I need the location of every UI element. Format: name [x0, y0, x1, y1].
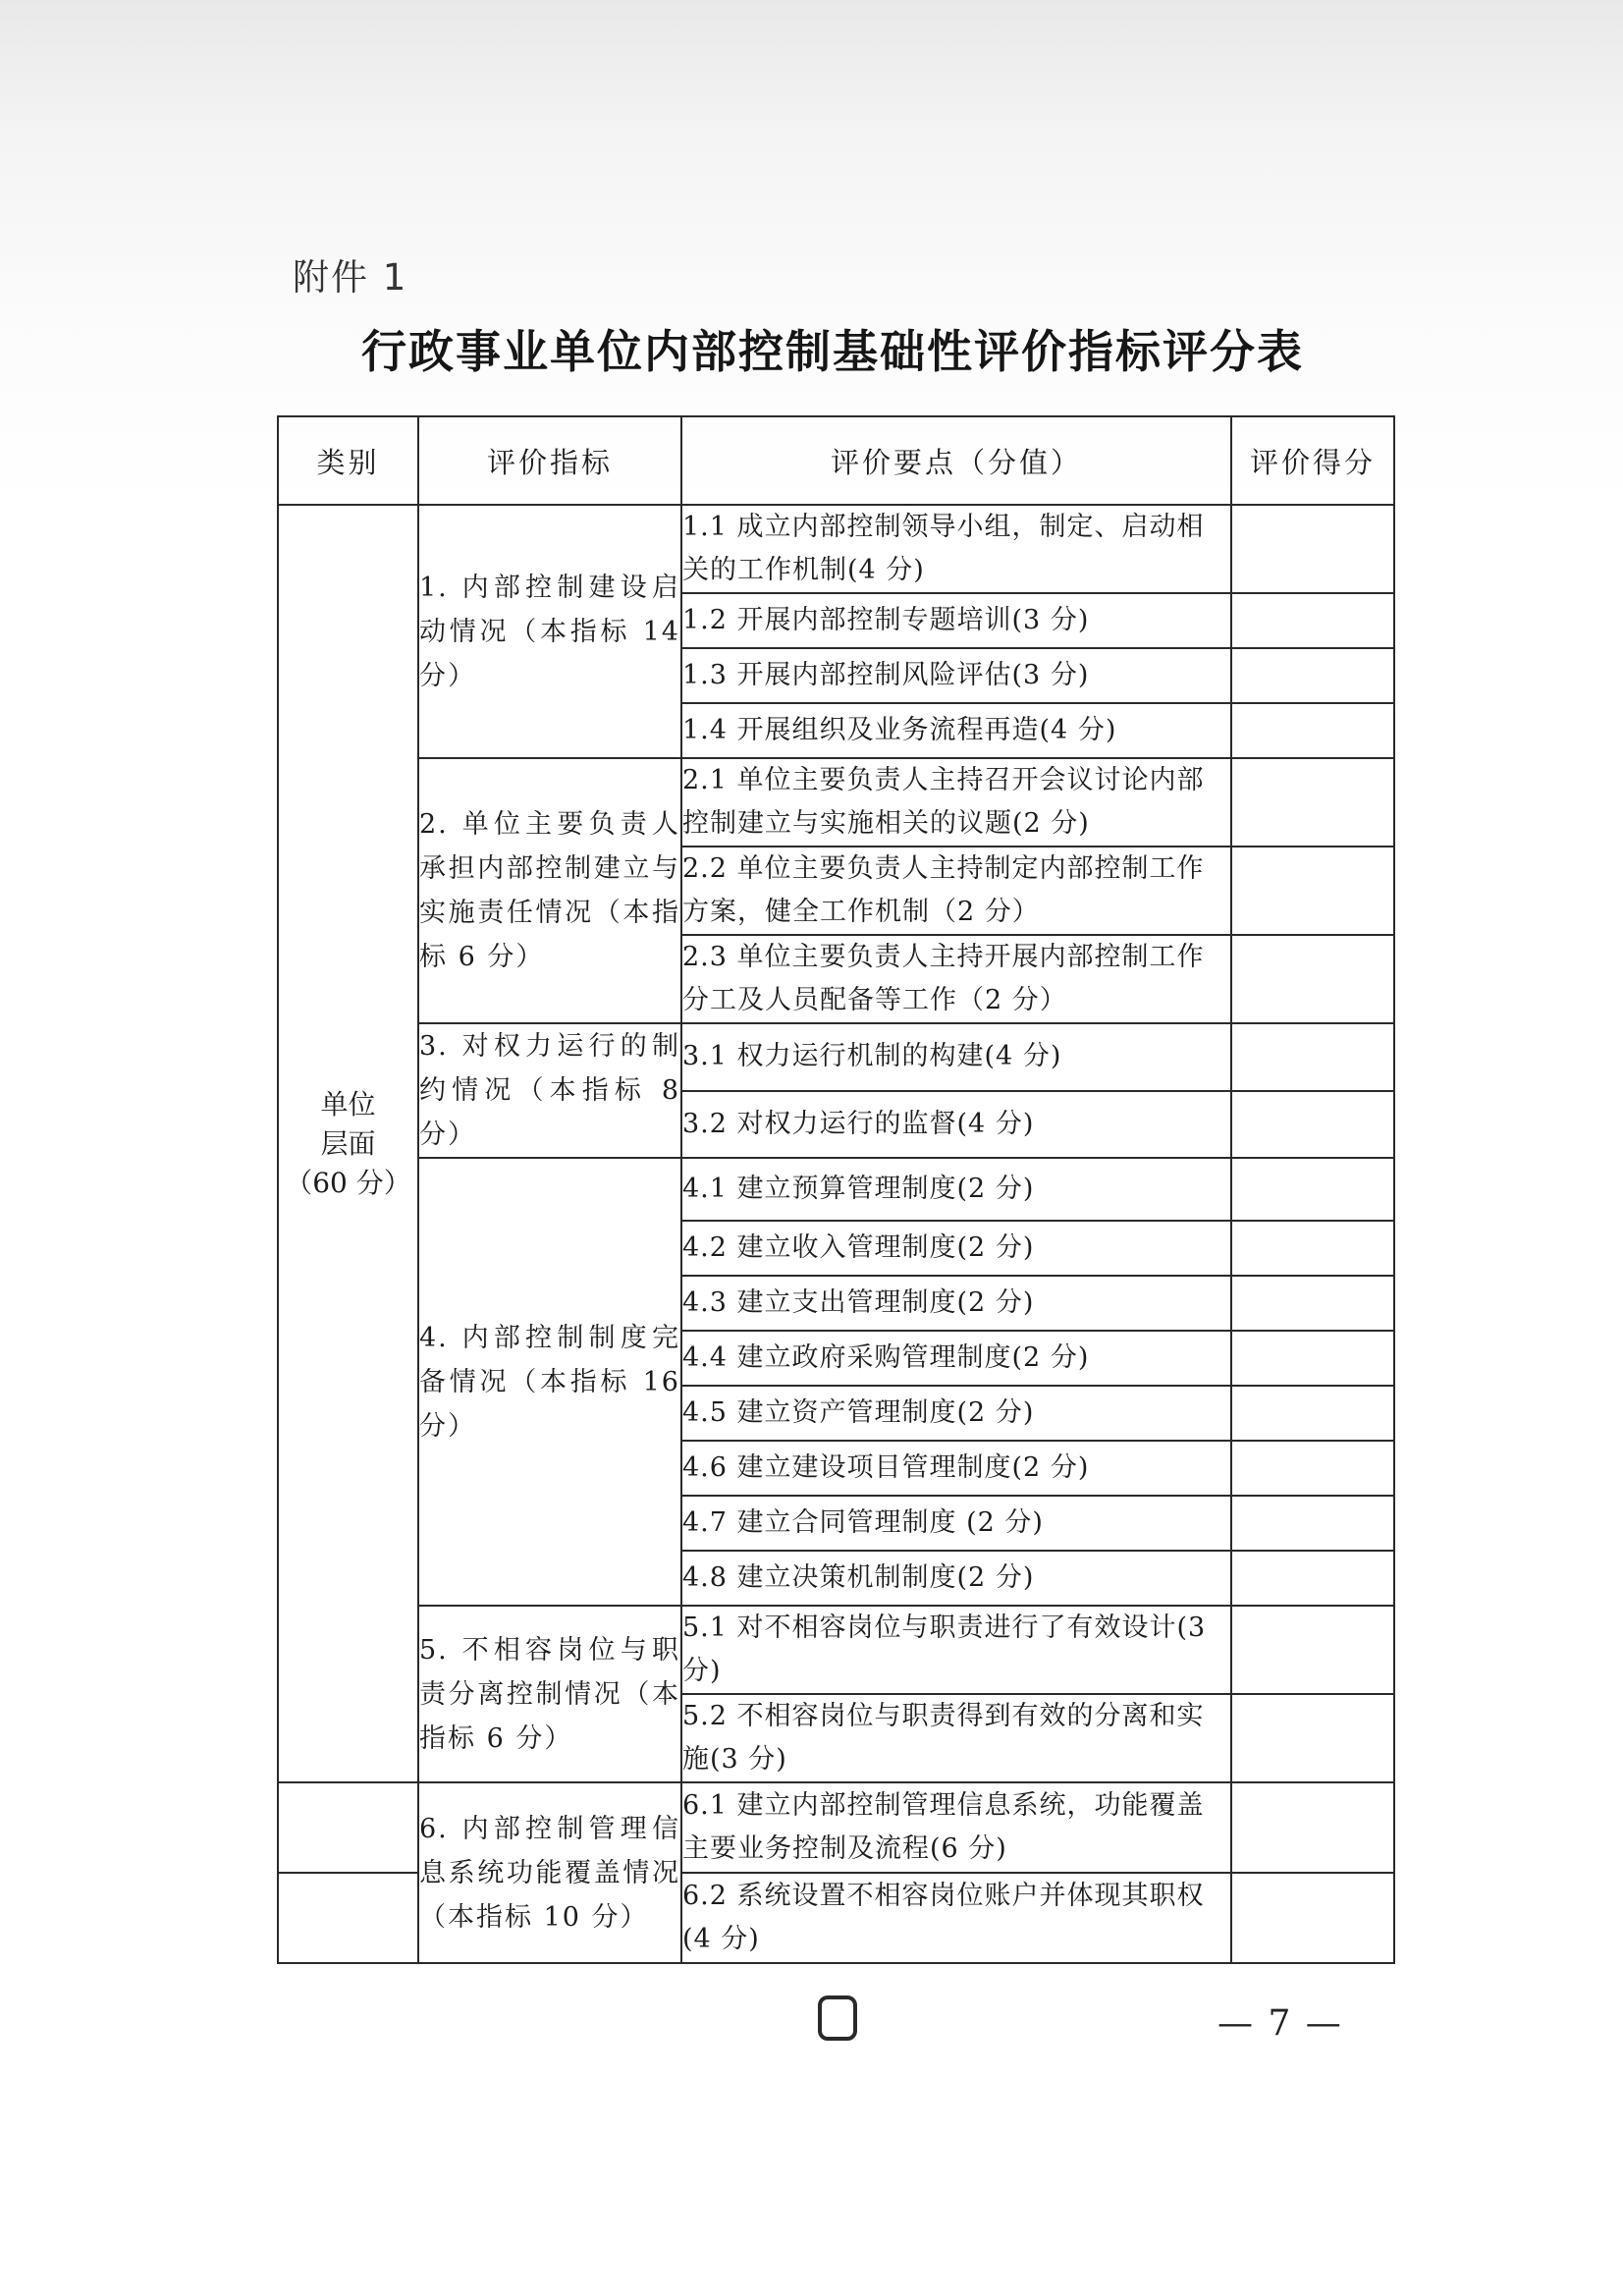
evaluation-point: 1.4 开展组织及业务流程再造(4 分) — [681, 703, 1231, 758]
score-cell[interactable] — [1231, 505, 1394, 593]
score-cell[interactable] — [1231, 1023, 1394, 1091]
evaluation-point: 4.6 建立建设项目管理制度(2 分) — [681, 1441, 1231, 1496]
indicator-cell: 3. 对权力运行的制约情况（本指标 8 分） — [418, 1023, 681, 1158]
evaluation-point: 4.3 建立支出管理制度(2 分) — [681, 1276, 1231, 1331]
evaluation-point: 2.1 单位主要负责人主持召开会议讨论内部控制建立与实施相关的议题(2 分) — [681, 758, 1231, 847]
table-header-row — [278, 416, 1394, 505]
attachment-label: 附件 1 — [293, 256, 408, 299]
evaluation-point: 4.2 建立收入管理制度(2 分) — [681, 1221, 1231, 1276]
score-cell[interactable] — [1231, 1694, 1394, 1782]
table-row — [278, 505, 1394, 593]
score-cell[interactable] — [1231, 1331, 1394, 1386]
category-line-1: 单位 — [320, 1087, 376, 1121]
table-row — [278, 758, 1394, 847]
evaluation-point: 3.2 对权力运行的监督(4 分) — [681, 1091, 1231, 1159]
evaluation-point: 1.1 成立内部控制领导小组，制定、启动相关的工作机制(4 分) — [681, 505, 1231, 593]
indicator-cell: 2. 单位主要负责人承担内部控制建立与实施责任情况（本指标 6 分） — [418, 758, 681, 1023]
score-cell[interactable] — [1231, 1276, 1394, 1331]
page-number: — 7 — — [1217, 2003, 1343, 2044]
category-line-2: 层面 — [320, 1126, 376, 1160]
score-cell[interactable] — [1231, 648, 1394, 703]
score-cell[interactable] — [1231, 1496, 1394, 1551]
score-cell[interactable] — [1231, 758, 1394, 847]
page-frame-icon — [818, 1995, 857, 2041]
evaluation-point: 4.8 建立决策机制制度(2 分) — [681, 1551, 1231, 1606]
score-cell[interactable] — [1231, 593, 1394, 648]
table-row — [278, 1606, 1394, 1694]
category-line-3: （60 分） — [285, 1166, 411, 1199]
indicator-cell: 6. 内部控制管理信息系统功能覆盖情况（本指标 10 分） — [418, 1782, 681, 1963]
evaluation-point: 5.1 对不相容岗位与职责进行了有效设计(3 分) — [681, 1606, 1231, 1694]
evaluation-point: 4.7 建立合同管理制度 (2 分) — [681, 1496, 1231, 1551]
score-cell[interactable] — [1231, 1386, 1394, 1441]
header-score: 评价得分 — [1231, 416, 1394, 505]
evaluation-point: 4.1 建立预算管理制度(2 分) — [681, 1158, 1231, 1221]
evaluation-point: 4.4 建立政府采购管理制度(2 分) — [681, 1331, 1231, 1386]
evaluation-point: 6.1 建立内部控制管理信息系统，功能覆盖主要业务控制及流程(6 分) — [681, 1782, 1231, 1873]
table-row — [278, 1782, 1394, 1873]
score-cell[interactable] — [1231, 1873, 1394, 1963]
score-cell[interactable] — [1231, 1551, 1394, 1606]
evaluation-point: 6.2 系统设置不相容岗位账户并体现其职权(4 分) — [681, 1873, 1231, 1963]
evaluation-point: 4.5 建立资产管理制度(2 分) — [681, 1386, 1231, 1441]
indicator-cell: 5. 不相容岗位与职责分离控制情况（本指标 6 分） — [418, 1606, 681, 1782]
evaluation-table — [277, 415, 1395, 1964]
score-cell[interactable] — [1231, 847, 1394, 935]
score-cell[interactable] — [1231, 1441, 1394, 1496]
evaluation-point: 1.2 开展内部控制专题培训(3 分) — [681, 593, 1231, 648]
header-category: 类别 — [278, 416, 418, 505]
table-row — [278, 1023, 1394, 1091]
score-cell[interactable] — [1231, 703, 1394, 758]
category-cell — [278, 505, 418, 1782]
evaluation-point: 3.1 权力运行机制的构建(4 分) — [681, 1023, 1231, 1091]
table-row — [278, 1158, 1394, 1221]
score-cell[interactable] — [1231, 1606, 1394, 1694]
score-cell[interactable] — [1231, 1158, 1394, 1221]
category-cell-continued — [278, 1873, 418, 1963]
category-cell-continued — [278, 1782, 418, 1873]
evaluation-point: 1.3 开展内部控制风险评估(3 分) — [681, 648, 1231, 703]
score-cell[interactable] — [1231, 935, 1394, 1023]
header-indicator: 评价指标 — [418, 416, 681, 505]
score-cell[interactable] — [1231, 1221, 1394, 1276]
indicator-cell: 4. 内部控制制度完备情况（本指标 16 分） — [418, 1158, 681, 1606]
document-title: 行政事业单位内部控制基础性评价指标评分表 — [361, 325, 1304, 378]
evaluation-point: 2.3 单位主要负责人主持开展内部控制工作分工及人员配备等工作（2 分） — [681, 935, 1231, 1023]
indicator-cell: 1. 内部控制建设启动情况（本指标 14 分） — [418, 505, 681, 758]
evaluation-point: 5.2 不相容岗位与职责得到有效的分离和实施(3 分) — [681, 1694, 1231, 1782]
header-points: 评价要点（分值） — [681, 416, 1231, 505]
score-cell[interactable] — [1231, 1782, 1394, 1873]
evaluation-point: 2.2 单位主要负责人主持制定内部控制工作方案，健全工作机制（2 分） — [681, 847, 1231, 935]
score-cell[interactable] — [1231, 1091, 1394, 1159]
